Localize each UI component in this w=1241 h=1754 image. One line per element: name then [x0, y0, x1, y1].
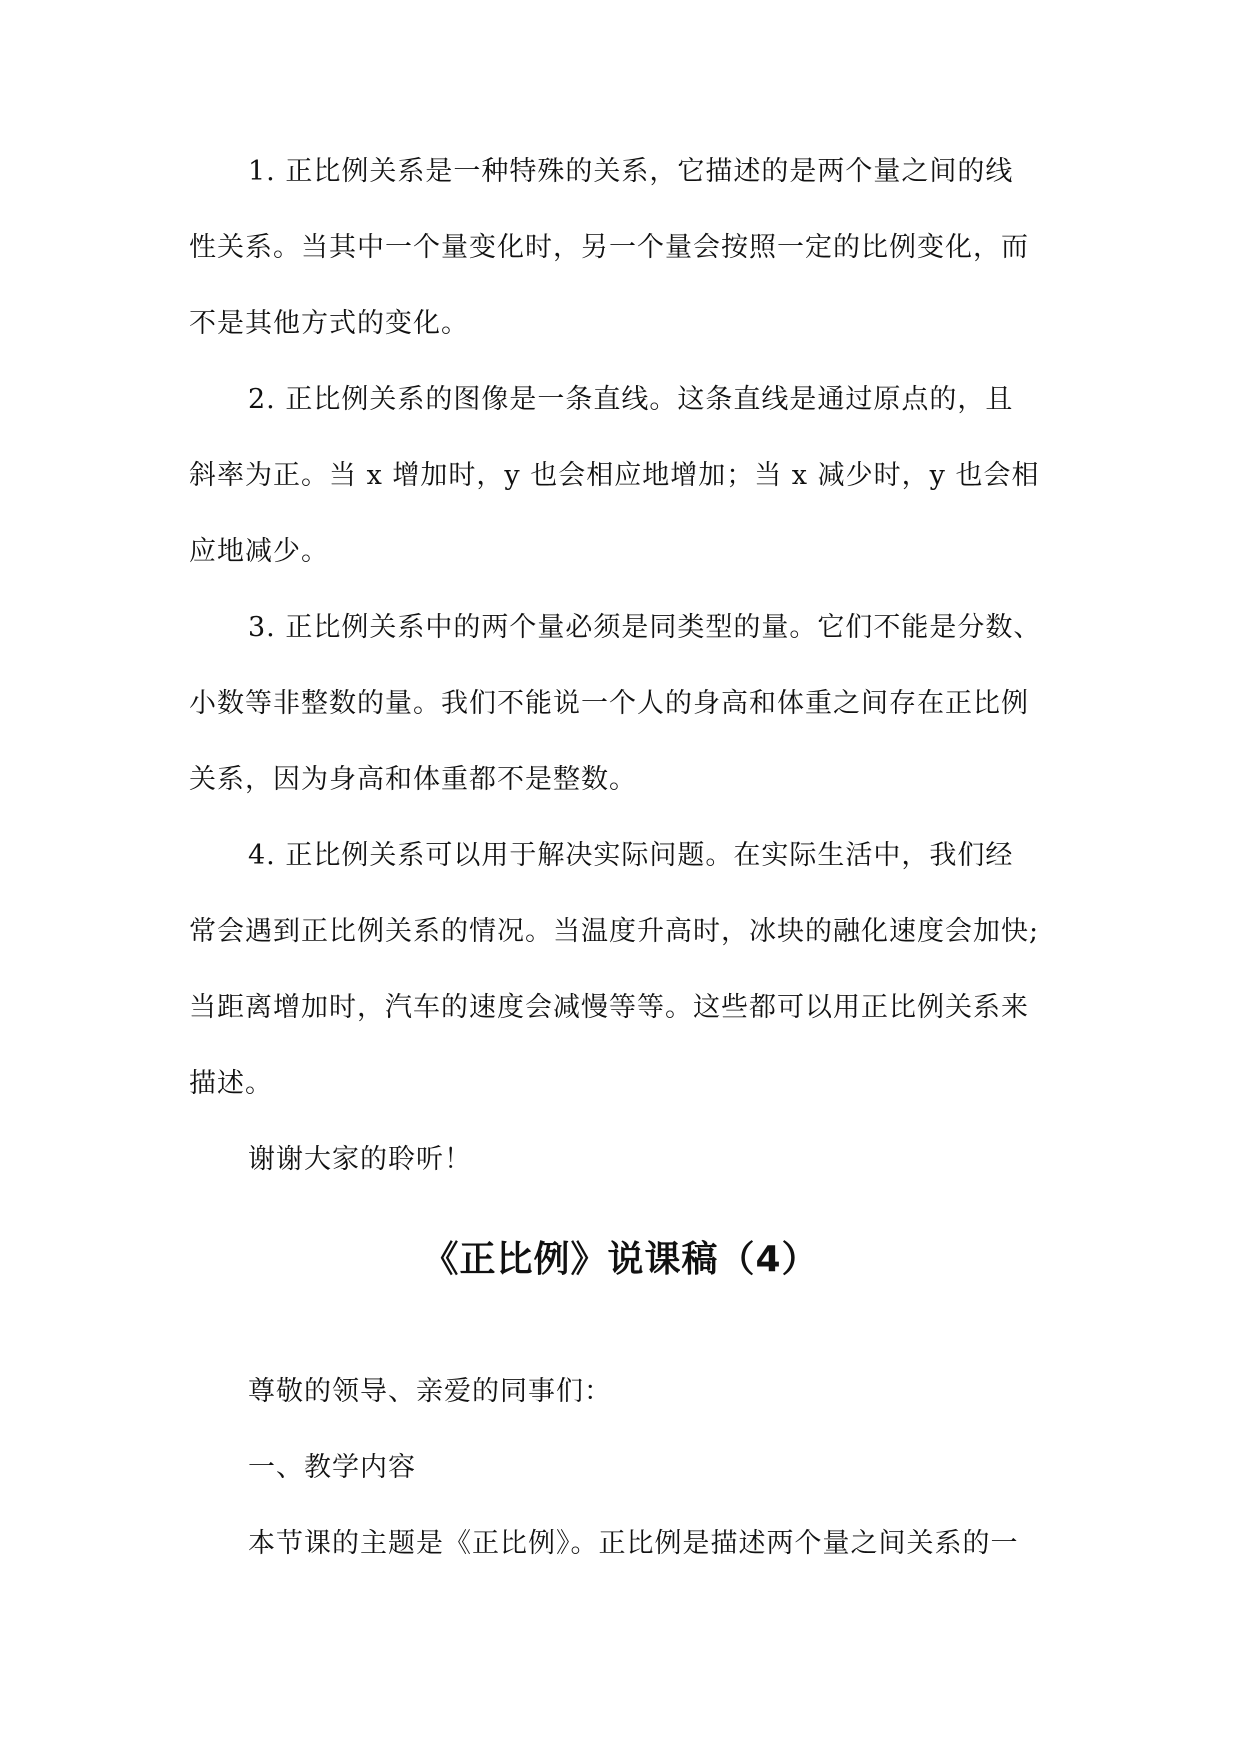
greeting-line: 尊敬的领导、亲爱的同事们：	[248, 1376, 612, 1407]
item3-line3: 关系，因为身高和体重都不是整数。	[189, 764, 637, 795]
item3-line2: 小数等非整数的量。我们不能说一个人的身高和体重之间存在正比例	[189, 688, 1029, 719]
item4-line1: 4. 正比例关系可以用于解决实际问题。在实际生活中，我们经	[248, 840, 1014, 871]
item2-line3: 应地减少。	[189, 536, 329, 567]
item2-line1: 2. 正比例关系的图像是一条直线。这条直线是通过原点的，且	[248, 384, 1014, 415]
paragraph-line: 本节课的主题是《正比例》。正比例是描述两个量之间关系的一	[248, 1528, 1019, 1559]
item3-line1: 3. 正比例关系中的两个量必须是同类型的量。它们不能是分数、	[248, 612, 1042, 643]
item2-line2: 斜率为正。当 x 增加时，y 也会相应地增加；当 x 减少时，y 也会相	[189, 460, 1040, 491]
item1-line3: 不是其他方式的变化。	[189, 308, 469, 339]
section-title: 《正比例》说课稿（4）	[422, 1239, 819, 1280]
heading-teaching-content: 一、教学内容	[248, 1452, 416, 1483]
item4-line4: 描述。	[189, 1068, 273, 1099]
item4-line3: 当距离增加时，汽车的速度会减慢等等。这些都可以用正比例关系来	[189, 992, 1029, 1023]
closing-line: 谢谢大家的聆听！	[248, 1144, 472, 1175]
item1-line2: 性关系。当其中一个量变化时，另一个量会按照一定的比例变化，而	[189, 232, 1029, 263]
item4-line2: 常会遇到正比例关系的情况。当温度升高时，冰块的融化速度会加快;	[189, 916, 1040, 947]
item1-line1: 1. 正比例关系是一种特殊的关系，它描述的是两个量之间的线	[248, 156, 1014, 187]
